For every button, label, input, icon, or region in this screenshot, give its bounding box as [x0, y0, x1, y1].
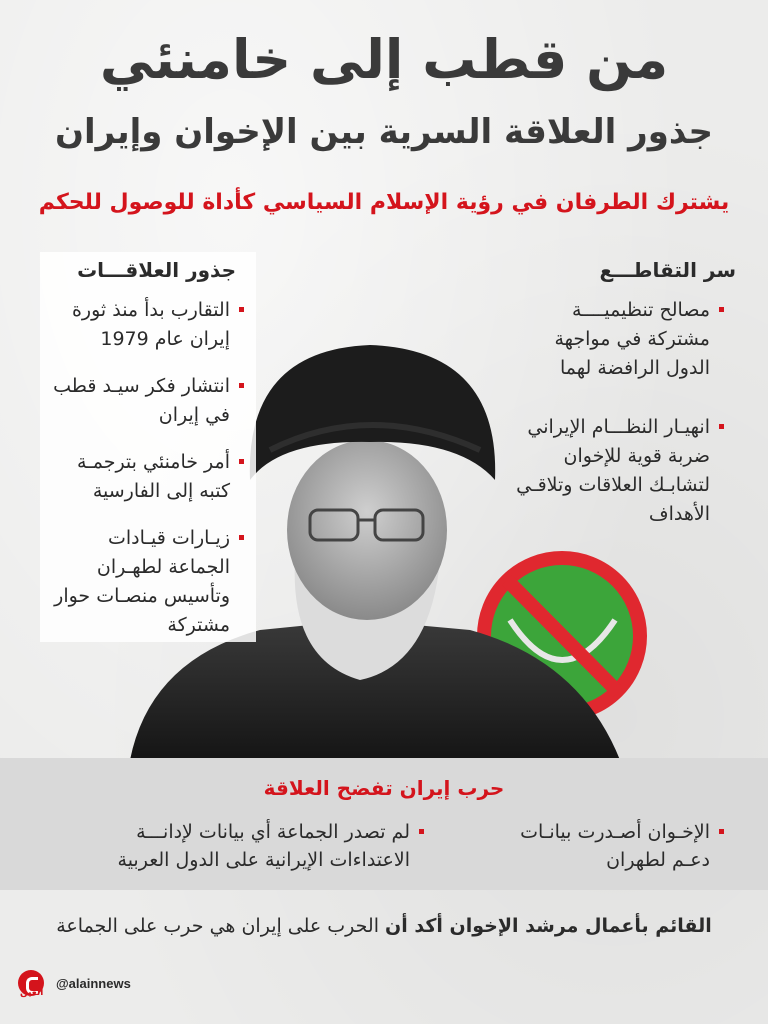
tagline: يشترك الطرفان في رؤية الإسلام السياسي كأداة للوصول للحكم: [38, 190, 730, 215]
list-item: مصالح تنظيميــــة مشتركة في مواجهة الدول الرافضة لهما: [516, 296, 736, 383]
logo-text: العين: [20, 988, 44, 998]
page-subtitle: جذور العلاقة السرية بين الإخوان وإيران: [55, 112, 713, 152]
quote: [0, 915, 768, 937]
list-item: التقارب بدأ منذ ثورة إيران عام 1979: [50, 296, 256, 354]
war-item: الإخـوان أصـدرت بيانـات دعـم لطهران: [510, 818, 728, 874]
intersection-panel: [516, 252, 736, 559]
intersection-heading: سر التقاطـــع: [599, 258, 736, 282]
quote-emphasis: القائم بأعمال مرشد الإخوان أكد أن: [385, 915, 712, 937]
list-item: زيـارات قيـادات الجماعة لطهـران وتأسيس منصـات حوار مشتركة: [50, 524, 256, 640]
war-heading: حرب إيران تفضح العلاقة: [263, 776, 505, 800]
page-title: من قطب إلى خامنئي: [99, 28, 669, 91]
roots-panel: [40, 252, 256, 642]
footer: [18, 958, 178, 1008]
intersection-list: [516, 296, 736, 529]
list-item: انهيـار النظـــام الإيراني ضربة قوية للإخوان لتشابـك العلاقات وتلاقـي الأهداف: [516, 413, 736, 529]
war-item: لم تصدر الجماعة أي بيانات لإدانـــة الاعتداءات الإيرانية على الدول العربية: [80, 818, 428, 874]
roots-list: [40, 296, 256, 640]
quote-rest: الحرب على إيران هي حرب على الجماعة: [56, 915, 379, 937]
list-item: أمر خامنئي بترجمـة كتبه إلى الفارسية: [50, 448, 256, 506]
roots-heading: جذور العلاقـــات: [77, 258, 236, 282]
list-item: انتشار فكر سيـد قطب في إيران: [50, 372, 256, 430]
social-handle[interactable]: @alainnews: [56, 975, 131, 991]
